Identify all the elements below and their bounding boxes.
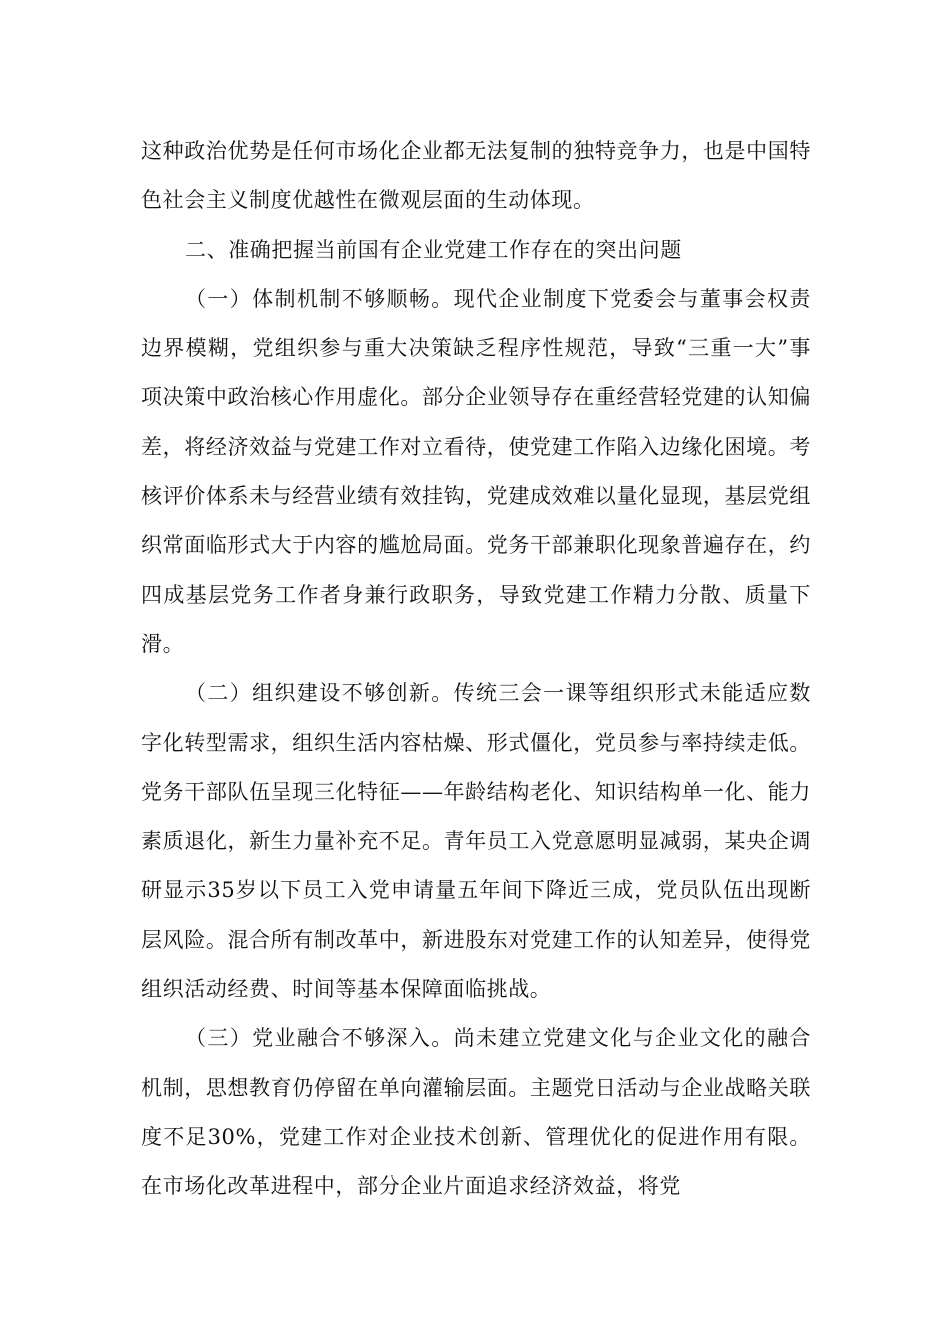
- section-heading: 二、准确把握当前国有企业党建工作存在的突出问题: [185, 237, 682, 262]
- document-body: [141, 127, 811, 1212]
- paragraph-point-1: （一）体制机制不够顺畅。现代企业制度下党委会与董事会权责边界模糊，党组织参与重大决策缺乏程序性规范，导致“三重一大”事项决策中政治核心作用虚化。部分企业领导存在重经营轻党建的认知偏差，将经济效益与党建工作对立看待，使党建工作陷入边缘化困境。考核评价体系未与经营业绩有效挂钩，党建成效难以量化显现，基层党组织常面临形式大于内容的尴尬局面。党务干部兼职化现象普遍存在，约四成基层党务工作者身兼行政职务，导致党建工作精力分散、质量下滑。: [141, 286, 811, 656]
- paragraph-continuation: 这种政治优势是任何市场化企业都无法复制的独特竞争力，也是中国特色社会主义制度优越性在微观层面的生动体现。: [141, 139, 811, 213]
- paragraph-point-2: （二）组织建设不够创新。传统三会一课等组织形式未能适应数字化转型需求，组织生活内容枯燥、形式僵化，党员参与率持续走低。党务干部队伍呈现三化特征——年龄结构老化、知识结构单一化、能力素质退化，新生力量补充不足。青年员工入党意愿明显减弱，某央企调研显示35岁以下员工入党申请量五年间下降近三成，党员队伍出现断层风险。混合所有制改革中，新进股东对党建工作的认知差异，使得党组织活动经费、时间等基本保障面临挑战。: [141, 681, 811, 1002]
- paragraph-point-3: （三）党业融合不够深入。尚未建立党建文化与企业文化的融合机制，思想教育仍停留在单向灌输层面。主题党日活动与企业战略关联度不足30%，党建工作对企业技术创新、管理优化的促进作用有限。在市场化改革进程中，部分企业片面追求经济效益，将党: [141, 1026, 811, 1199]
